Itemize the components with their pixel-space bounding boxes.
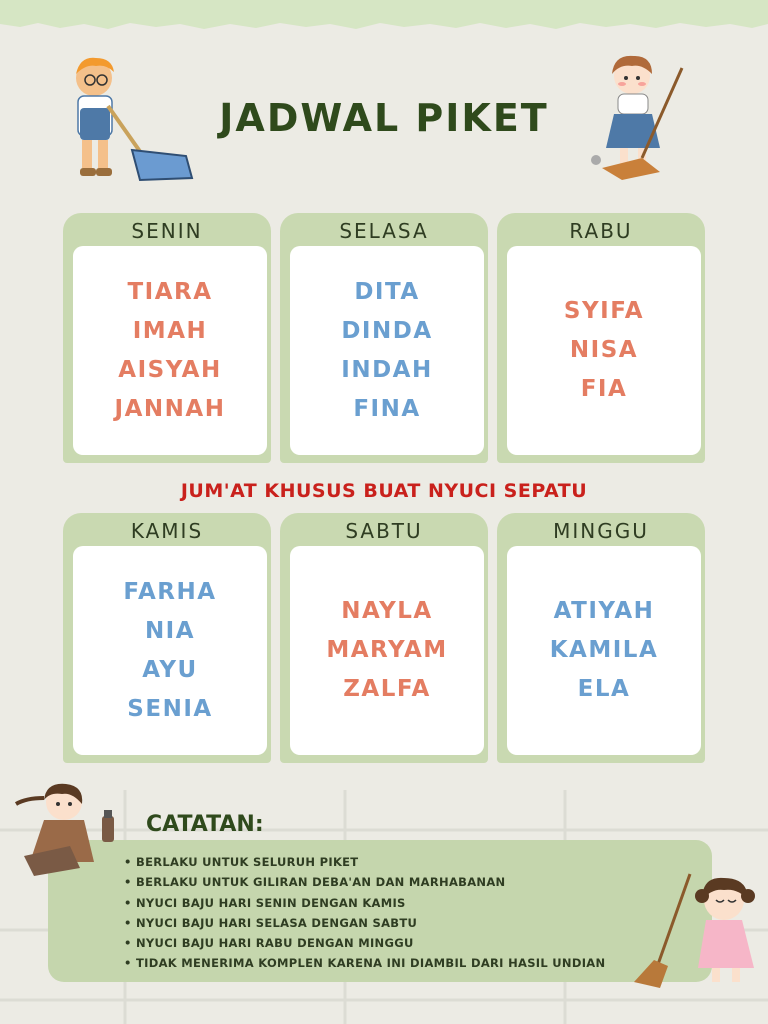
note-item: • TIDAK MENERIMA KOMPLEN KARENA INI DIAMBIL DARI HASIL UNDIAN [124, 956, 606, 971]
member-name: NIA [144, 617, 196, 644]
girl-cleaning-icon [10, 776, 130, 880]
member-name: SYIFA [563, 298, 645, 324]
day-label: SENIN [131, 219, 203, 243]
member-name: DINDA [341, 317, 433, 344]
member-name: FIA [580, 376, 628, 402]
note-item: • NYUCI BAJU HARI RABU DENGAN MINGGU [124, 936, 414, 951]
day-card-rabu [497, 213, 705, 463]
member-name: JANNAH [114, 395, 226, 422]
member-name: INDAH [341, 356, 433, 383]
names-panel [507, 546, 701, 755]
day-label: MINGGU [553, 519, 649, 543]
day-label: SELASA [339, 219, 429, 243]
day-label: SABTU [345, 519, 423, 543]
day-label: RABU [569, 219, 633, 243]
names-panel [507, 246, 701, 455]
member-name: NISA [569, 337, 639, 363]
member-name: TIARA [127, 278, 213, 305]
friday-note: JUM'AT KHUSUS BUAT NYUCI SEPATU [180, 480, 588, 502]
member-name: AISYAH [118, 356, 222, 383]
notes-box [48, 840, 712, 982]
note-item: • NYUCI BAJU HARI SELASA DENGAN SABTU [124, 915, 418, 930]
day-card-senin [63, 213, 271, 463]
top-paper-strip [0, 0, 768, 34]
note-item: • BERLAKU UNTUK GILIRAN DEBA'AN DAN MARHABANAN [124, 875, 506, 890]
member-name: AYU [142, 656, 198, 683]
member-name: ELA [577, 676, 631, 702]
names-panel [290, 246, 484, 455]
names-panel [73, 246, 267, 455]
note-item: • BERLAKU UNTUK SELURUH PIKET [124, 855, 359, 869]
member-name: MARYAM [326, 637, 448, 663]
day-card-minggu [497, 513, 705, 763]
day-card-sabtu [280, 513, 488, 763]
names-panel [73, 546, 267, 755]
member-name: DITA [354, 278, 420, 305]
member-name: FARHA [123, 578, 217, 605]
names-panel [290, 546, 484, 755]
notes-list [124, 852, 605, 974]
member-name: SENIA [127, 695, 213, 722]
member-name: NAYLA [341, 598, 433, 624]
day-card-selasa [280, 213, 488, 463]
member-name: FINA [353, 395, 421, 422]
page-title: JADWAL PIKET [219, 96, 549, 140]
member-name: KAMILA [549, 637, 659, 663]
note-item: • NYUCI BAJU HARI SENIN DENGAN KAMIS [124, 895, 406, 910]
day-card-kamis [63, 513, 271, 763]
girl-broom-icon [620, 870, 766, 992]
member-name: ZALFA [343, 676, 431, 702]
member-name: IMAH [132, 317, 208, 344]
day-label: KAMIS [130, 519, 204, 543]
member-name: ATIYAH [553, 598, 655, 624]
notes-title: CATATAN: [146, 812, 264, 837]
